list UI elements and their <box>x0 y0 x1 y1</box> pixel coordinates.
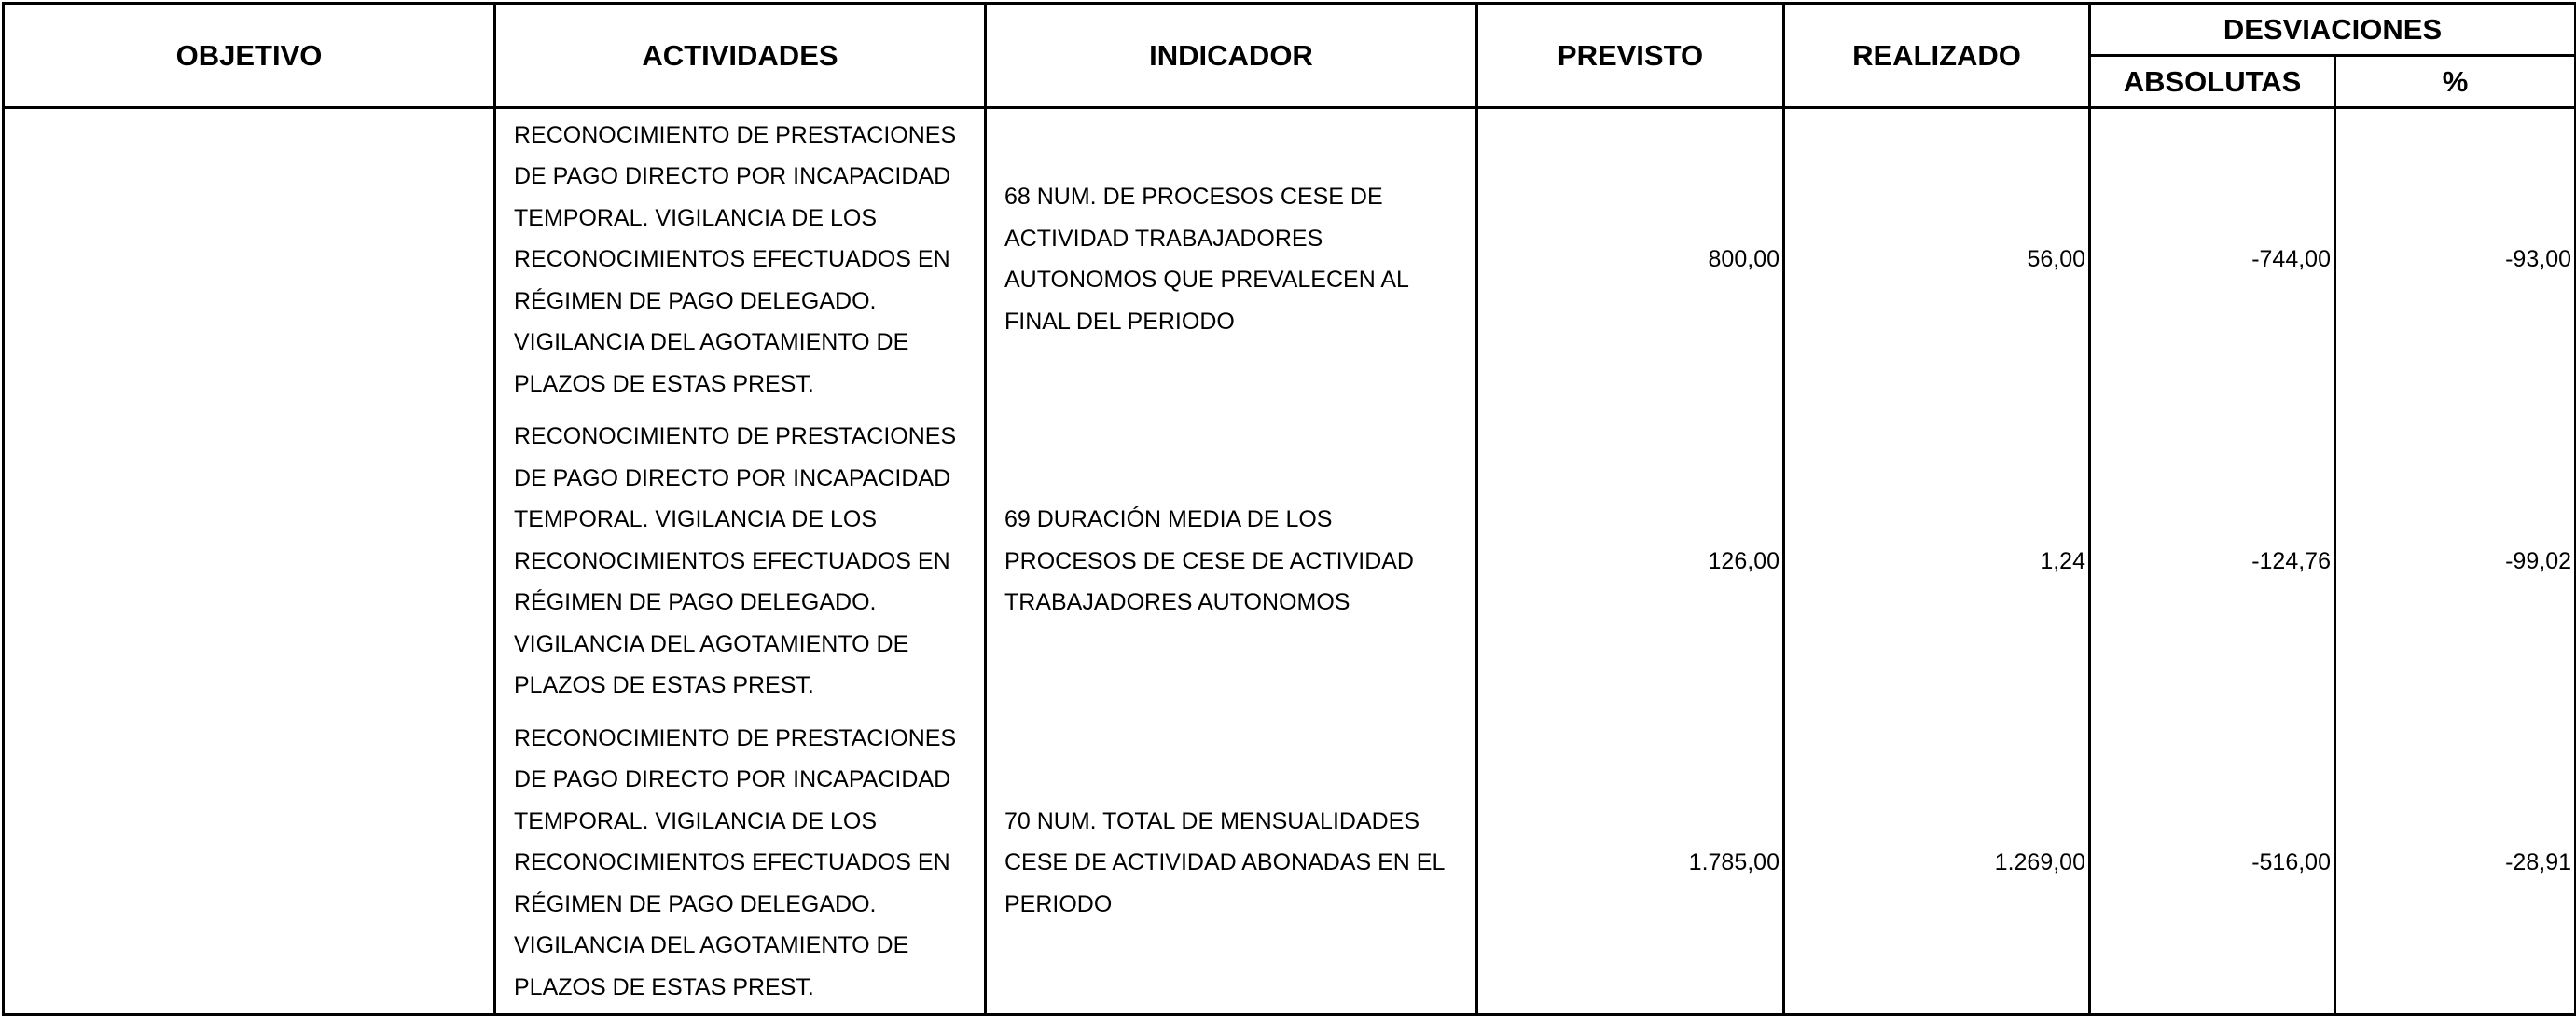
previsto-cell: 800,00 <box>1477 108 1784 410</box>
actividades-line: DE PAGO DIRECTO POR INCAPACIDAD <box>514 163 951 190</box>
indicador-line: FINAL DEL PERIODO <box>1004 308 1235 335</box>
table-row <box>4 410 2576 712</box>
actividades-line: RECONOCIMIENTOS EFECTUADOS EN <box>514 547 950 574</box>
actividades-cell <box>495 712 986 1014</box>
objetivo-cell <box>4 410 495 712</box>
actividades-cell <box>495 108 986 410</box>
actividades-cell <box>495 410 986 712</box>
actividades-line: PLAZOS DE ESTAS PREST. <box>514 370 814 397</box>
indicador-line: PROCESOS DE CESE DE ACTIVIDAD <box>1004 547 1414 574</box>
indicador-line: AUTONOMOS QUE PREVALECEN AL <box>1004 267 1409 294</box>
absolutas-cell: -124,76 <box>2090 410 2335 712</box>
header-realizado: REALIZADO <box>1784 4 2090 108</box>
indicador-line: ACTIVIDAD TRABAJADORES <box>1004 225 1323 252</box>
actividades-line: RECONOCIMIENTO DE PRESTACIONES <box>514 423 957 450</box>
indicador-line: 68 NUM. DE PROCESOS CESE DE <box>1004 184 1383 211</box>
actividades-line: RÉGIMEN DE PAGO DELEGADO. <box>514 890 877 917</box>
actividades-line: VIGILANCIA DEL AGOTAMIENTO DE <box>514 932 909 959</box>
actividades-line: RECONOCIMIENTO DE PRESTACIONES <box>514 121 957 148</box>
actividades-line: RÉGIMEN DE PAGO DELEGADO. <box>514 589 877 616</box>
actividades-line: VIGILANCIA DEL AGOTAMIENTO DE <box>514 329 909 356</box>
indicador-line: TRABAJADORES AUTONOMOS <box>1004 589 1350 616</box>
indicador-cell <box>986 712 1477 1014</box>
indicador-line: 70 NUM. TOTAL DE MENSUALIDADES <box>1004 807 1420 834</box>
actividades-line: DE PAGO DIRECTO POR INCAPACIDAD <box>514 464 951 491</box>
actividades-line: RÉGIMEN DE PAGO DELEGADO. <box>514 287 877 314</box>
actividades-line: TEMPORAL. VIGILANCIA DE LOS <box>514 807 878 834</box>
header-previsto: PREVISTO <box>1477 4 1784 108</box>
header-objetivo: OBJETIVO <box>4 4 495 108</box>
header-desviaciones: DESVIACIONES <box>2090 4 2576 56</box>
actividades-line: RECONOCIMIENTOS EFECTUADOS EN <box>514 849 950 876</box>
header-indicador: INDICADOR <box>986 4 1477 108</box>
indicators-table <box>2 2 2576 1016</box>
indicador-line: 69 DURACIÓN MEDIA DE LOS <box>1004 506 1333 533</box>
actividades-line: PLAZOS DE ESTAS PREST. <box>514 973 814 1000</box>
actividades-line: TEMPORAL. VIGILANCIA DE LOS <box>514 506 878 533</box>
actividades-line: RECONOCIMIENTOS EFECTUADOS EN <box>514 246 950 273</box>
indicador-line: PERIODO <box>1004 890 1113 917</box>
table-row <box>4 108 2576 410</box>
indicador-cell <box>986 410 1477 712</box>
actividades-line: RECONOCIMIENTO DE PRESTACIONES <box>514 724 957 751</box>
realizado-cell: 1,24 <box>1784 410 2090 712</box>
header-absolutas: ABSOLUTAS <box>2090 56 2335 108</box>
header-actividades: ACTIVIDADES <box>495 4 986 108</box>
porcentaje-cell: -99,02 <box>2335 410 2576 712</box>
objetivo-cell <box>4 108 495 410</box>
absolutas-cell: -516,00 <box>2090 712 2335 1014</box>
porcentaje-cell: -28,91 <box>2335 712 2576 1014</box>
objetivo-cell <box>4 712 495 1014</box>
indicador-line: CESE DE ACTIVIDAD ABONADAS EN EL <box>1004 849 1446 876</box>
realizado-cell: 1.269,00 <box>1784 712 2090 1014</box>
actividades-line: PLAZOS DE ESTAS PREST. <box>514 672 814 699</box>
actividades-line: VIGILANCIA DEL AGOTAMIENTO DE <box>514 630 909 657</box>
porcentaje-cell: -93,00 <box>2335 108 2576 410</box>
realizado-cell: 56,00 <box>1784 108 2090 410</box>
indicador-cell <box>986 108 1477 410</box>
absolutas-cell: -744,00 <box>2090 108 2335 410</box>
actividades-line: DE PAGO DIRECTO POR INCAPACIDAD <box>514 766 951 793</box>
previsto-cell: 126,00 <box>1477 410 1784 712</box>
actividades-line: TEMPORAL. VIGILANCIA DE LOS <box>514 204 878 231</box>
header-porcentaje: % <box>2335 56 2576 108</box>
previsto-cell: 1.785,00 <box>1477 712 1784 1014</box>
table-row <box>4 712 2576 1014</box>
